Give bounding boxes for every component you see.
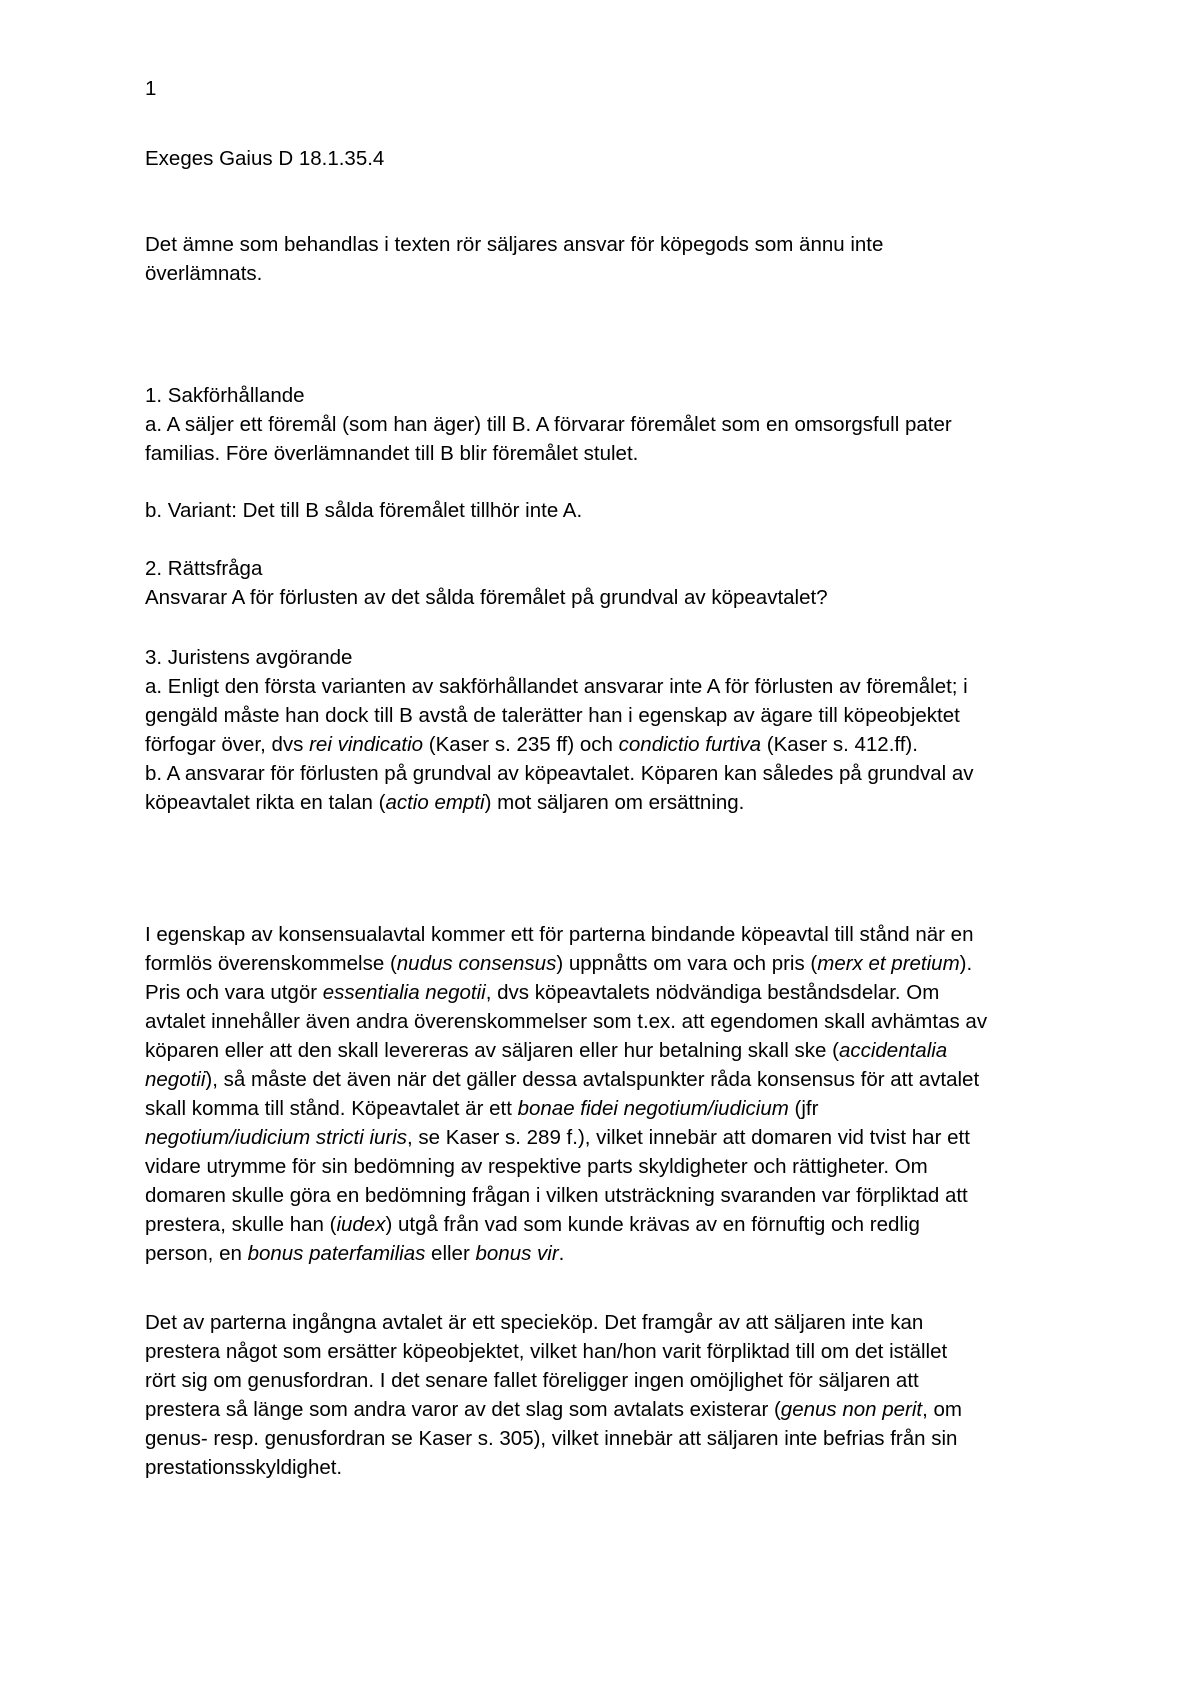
text-line: prestera något som ersätter köpeobjektet, vilket han/hon varit förpliktad till om det istället: [145, 1340, 948, 1363]
latin-term: condictio furtiva: [618, 733, 762, 756]
text-line: formlös överenskommelse (nudus consensus) uppnåtts om vara och pris (merx et pretium).: [145, 952, 973, 975]
section-legal-question: [145, 554, 1080, 612]
section-facts-variant: b. Variant: Det till B sålda föremålet tillhör inte A.: [145, 499, 583, 522]
section-jurist-decision: [145, 643, 1080, 817]
intro-paragraph: [145, 230, 1080, 288]
latin-term: bonus vir: [475, 1242, 559, 1265]
text-line: förfogar över, dvs rei vindicatio (Kaser s. 235 ff) och condictio furtiva (Kaser s. 412.ff).: [145, 733, 918, 756]
text-line: köpeavtalet rikta en talan (actio empti) mot säljaren om ersättning.: [145, 791, 745, 814]
section-heading: 1. Sakförhållande: [145, 384, 305, 407]
text-line: genus- resp. genusfordran se Kaser s. 305), vilket innebär att säljaren inte befrias från sin: [145, 1427, 958, 1450]
section-facts: [145, 381, 1080, 468]
text-line: I egenskap av konsensualavtal kommer ett för parterna bindande köpeavtal till stånd när en: [145, 923, 974, 946]
latin-term: negotium/iudicium stricti iuris: [145, 1126, 408, 1149]
latin-term: iudex: [336, 1213, 386, 1236]
latin-term: rei vindicatio: [309, 733, 424, 756]
latin-term: genus non perit: [780, 1398, 923, 1421]
latin-term: merx et pretium: [817, 952, 960, 975]
text-line: skall komma till stånd. Köpeavtalet är ett bonae fidei negotium/iudicium (jfr: [145, 1097, 819, 1120]
document-title: Exeges Gaius D 18.1.35.4: [145, 147, 385, 170]
text-line: prestera, skulle han (iudex) utgå från vad som kunde krävas av en förnuftig och redlig: [145, 1213, 920, 1236]
text-line: person, en bonus paterfamilias eller bonus vir.: [145, 1242, 565, 1265]
text-line: a. A säljer ett föremål (som han äger) till B. A förvarar föremålet som en omsorgsfull pater: [145, 413, 952, 436]
latin-term: nudus consensus: [396, 952, 557, 975]
text-line: avtalet innehåller även andra överenskommelser som t.ex. att egendomen skall avhämtas av: [145, 1010, 988, 1033]
latin-term: essentialia negotii: [322, 981, 486, 1004]
section-heading: 3. Juristens avgörande: [145, 646, 353, 669]
text-line: Pris och vara utgör essentialia negotii, dvs köpeavtalets nödvändiga beståndsdelar. Om: [145, 981, 940, 1004]
text-line: vidare utrymme för sin bedömning av respektive parts skyldigheter och rättigheter. Om: [145, 1155, 928, 1178]
latin-term: bonus paterfamilias: [247, 1242, 426, 1265]
text-line: familias. Före överlämnandet till B blir föremålet stulet.: [145, 442, 639, 465]
text-line: Det av parterna ingångna avtalet är ett specieköp. Det framgår av att säljaren inte kan: [145, 1311, 924, 1334]
text-line: negotii), så måste det även när det gäller dessa avtalspunkter råda konsensus för att avtalet: [145, 1068, 980, 1091]
text-line: domaren skulle göra en bedömning frågan i vilken utsträckning svaranden var förpliktad att: [145, 1184, 968, 1207]
latin-term: actio empti: [385, 791, 485, 814]
text-line: b. A ansvarar för förlusten på grundval av köpeavtalet. Köparen kan således på grundval av: [145, 762, 974, 785]
text-line: a. Enligt den första varianten av sakförhållandet ansvarar inte A för förlusten av föremålet; i: [145, 675, 968, 698]
latin-term: negotii: [145, 1068, 206, 1091]
text-line: prestationsskyldighet.: [145, 1456, 343, 1479]
text-line: negotium/iudicium stricti iuris, se Kaser s. 289 f.), vilket innebär att domaren vid tvist har ett: [145, 1126, 970, 1149]
body-paragraph-consensus: [145, 920, 1080, 1268]
text-line: Ansvarar A för förlusten av det sålda föremålet på grundval av köpeavtalet?: [145, 586, 828, 609]
text-line: överlämnats.: [145, 262, 263, 285]
text-line: gengäld måste han dock till B avstå de talerätter han i egenskap av ägare till köpeobjektet: [145, 704, 960, 727]
text-line: rört sig om genusfordran. I det senare fallet föreligger ingen omöjlighet för säljaren att: [145, 1369, 919, 1392]
body-paragraph-specific-sale: [145, 1308, 1080, 1482]
latin-term: bonae fidei negotium/iudicium: [517, 1097, 789, 1120]
page-number: 1: [145, 77, 157, 100]
text-line: Det ämne som behandlas i texten rör säljares ansvar för köpegods som ännu inte: [145, 233, 884, 256]
text-line: köparen eller att den skall levereras av säljaren eller hur betalning skall ske (accidentalia: [145, 1039, 948, 1062]
section-heading: 2. Rättsfråga: [145, 557, 263, 580]
text-line: prestera så länge som andra varor av det slag som avtalats existerar (genus non perit, om: [145, 1398, 962, 1421]
latin-term: accidentalia: [838, 1039, 948, 1062]
